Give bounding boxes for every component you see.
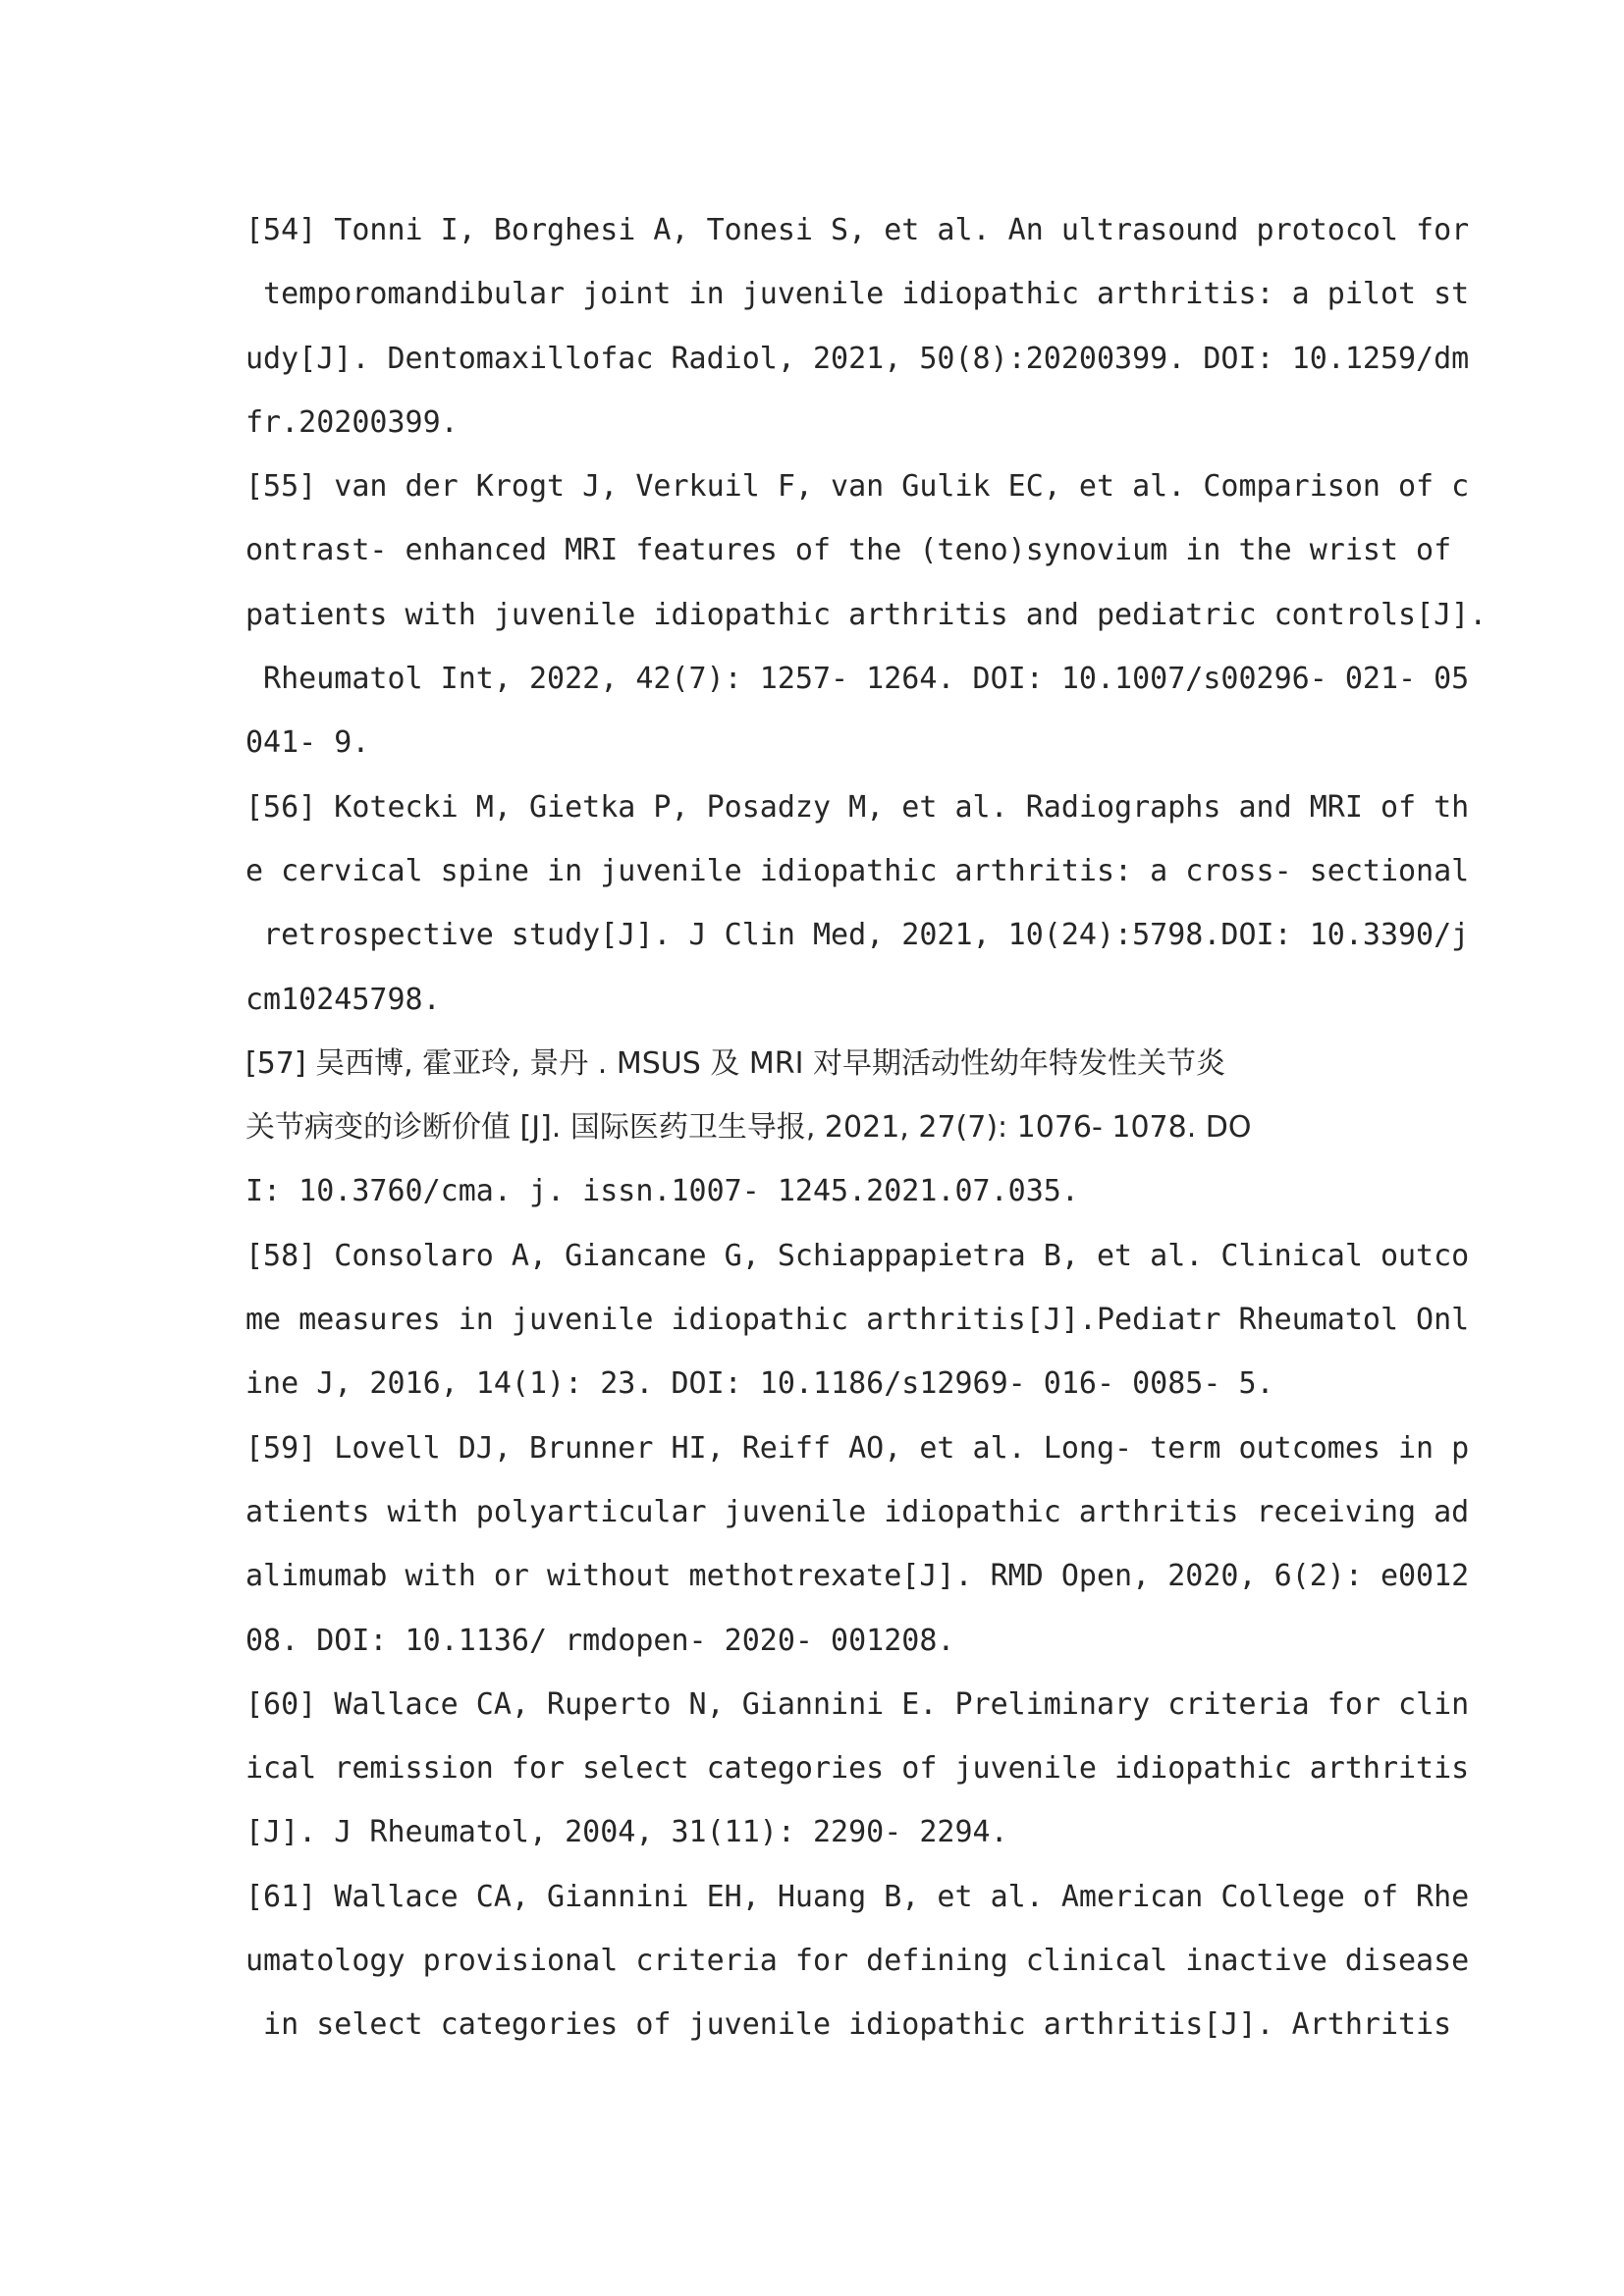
reference-line: umatology provisional criteria for defining clinical inactive disease: [245, 1944, 1470, 1979]
reference-line: [54] Tonni I, Borghesi A, Tonesi S, et al. An ultrasound protocol for: [245, 213, 1470, 247]
reference-line: fr.20200399.: [245, 404, 459, 440]
reference-line: [57] 吴西博, 霍亚玲, 景丹 . MSUS 及 MRI 对早期活动性幼年特发性关节炎: [245, 1045, 1225, 1081]
reference-line: [55] van der Krogt J, Verkuil F, van Gulik EC, et al. Comparison of c: [245, 469, 1470, 505]
reference-line: Rheumatol Int, 2022, 42(7): 1257- 1264. DOI: 10.1007/s00296- 021- 05: [245, 662, 1470, 697]
reference-line: retrospective study[J]. J Clin Med, 2021, 10(24):5798.DOI: 10.3390/j: [245, 918, 1470, 953]
reference-line: [58] Consolaro A, Giancane G, Schiappapietra B, et al. Clinical outco: [245, 1238, 1470, 1273]
reference-line: atients with polyarticular juvenile idiopathic arthritis receiving ad: [245, 1494, 1470, 1529]
reference-line: e cervical spine in juvenile idiopathic arthritis: a cross- sectional: [245, 853, 1470, 888]
reference-line: temporomandibular joint in juvenile idiopathic arthritis: a pilot st: [245, 277, 1470, 312]
reference-line: in select categories of juvenile idiopathic arthritis[J]. Arthritis: [245, 2007, 1452, 2043]
reference-line: 041- 9.: [245, 725, 370, 761]
reference-line: ical remission for select categories of juvenile idiopathic arthritis: [245, 1751, 1470, 1787]
reference-line: udy[J]. Dentomaxillofac Radiol, 2021, 50(8):20200399. DOI: 10.1259/dm: [245, 341, 1470, 376]
reference-line: [61] Wallace CA, Giannini EH, Huang B, et al. American College of Rhe: [245, 1879, 1470, 1914]
reference-line: [59] Lovell DJ, Brunner HI, Reiff AO, et al. Long- term outcomes in p: [245, 1430, 1470, 1466]
reference-line: 关节病变的诊断价值 [J]. 国际医药卫生导报, 2021, 27(7): 1076- 1078. DO: [245, 1110, 1252, 1146]
reference-line: alimumab with or without methotrexate[J]. RMD Open, 2020, 6(2): e0012: [245, 1559, 1470, 1594]
reference-line: ontrast- enhanced MRI features of the (teno)synovium in the wrist of: [245, 533, 1452, 568]
reference-line: I: 10.3760/cma. j. issn.1007- 1245.2021.07.035.: [245, 1174, 1079, 1209]
reference-line: 08. DOI: 10.1136/ rmdopen- 2020- 001208.: [245, 1623, 955, 1658]
reference-line: cm10245798.: [245, 982, 441, 1017]
reference-line: ine J, 2016, 14(1): 23. DOI: 10.1186/s12969- 016- 0085- 5.: [245, 1366, 1274, 1402]
reference-list: [245, 209, 1488, 2068]
reference-line: me measures in juvenile idiopathic arthritis[J].Pediatr Rheumatol Onl: [245, 1303, 1470, 1338]
reference-line: [56] Kotecki M, Gietka P, Posadzy M, et al. Radiographs and MRI of th: [245, 789, 1470, 825]
reference-line: [60] Wallace CA, Ruperto N, Giannini E. Preliminary criteria for clin: [245, 1686, 1470, 1722]
reference-line: patients with juvenile idiopathic arthritis and pediatric controls[J].: [245, 597, 1488, 632]
reference-line: [J]. J Rheumatol, 2004, 31(11): 2290- 2294.: [245, 1815, 1008, 1850]
